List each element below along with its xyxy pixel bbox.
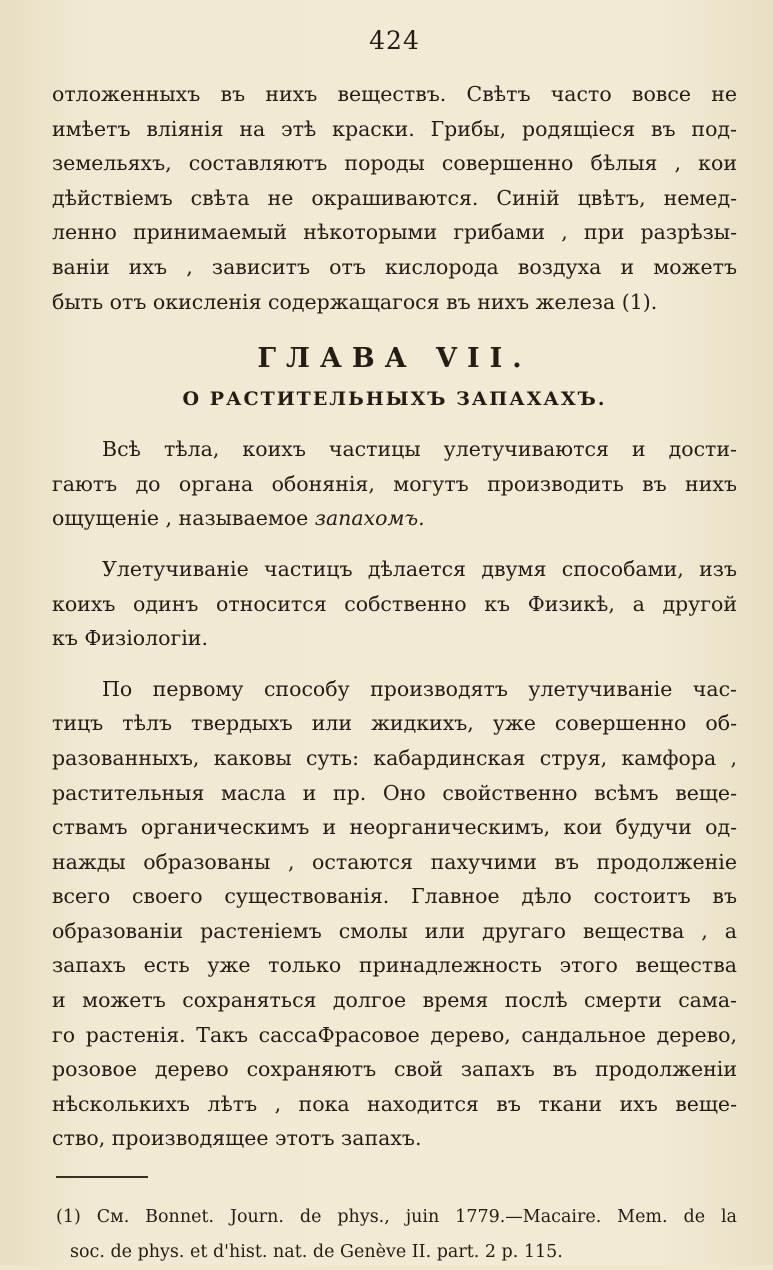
text-line: дѣйствіемъ свѣта не окрашиваются. Синій цвѣтъ, немед- <box>52 185 737 210</box>
text-line: и можетъ сохраняться долгое время послѣ смерти сама- <box>52 988 737 1013</box>
text-line: растительныя масла и пр. Оно свойственно всѣмъ веще- <box>52 780 737 805</box>
text-line: нѣсколькихъ лѣтъ , пока находится въ ткани ихъ веще- <box>52 1091 737 1116</box>
text-line: запахъ есть уже только принадлежность этого вещества <box>52 953 737 978</box>
text-line: имѣетъ вліянія на этѣ краски. Грибы, родящіеся въ под- <box>52 116 737 141</box>
text-line: ствамъ органическимъ и неорганическимъ, кои будучи од- <box>52 815 737 840</box>
text-line: коихъ одинъ относится собственно къ Физикѣ, а другой <box>52 591 737 616</box>
text-line: ленно принимаемый нѣкоторыми грибами , при разрѣзы- <box>52 220 737 245</box>
footnote-line: soc. de phys. et d'hist. nat. de Genève II. part. 2 p. 115. <box>70 1242 563 1263</box>
text-line: разованныхъ, каковы суть: кабардинская струя, камфора , <box>52 745 737 770</box>
chapter-heading: ГЛАВА VII. <box>257 343 532 375</box>
footnote-divider <box>56 1176 148 1178</box>
paragraph-1 <box>52 432 737 536</box>
text-line: ваніи ихъ , зависитъ отъ кислорода воздуха и можетъ <box>52 254 737 279</box>
text-line: го растенія. Такъ сассаФрасовое дерево, сандальное дерево, <box>52 1022 737 1047</box>
page-number: 424 <box>369 26 420 55</box>
text-line: ство, производящее этотъ запахъ. <box>52 1126 422 1151</box>
text-line: образованіи растеніемъ смолы или другаго вещества , а <box>52 918 737 943</box>
text-line: всего своего существованія. Главное дѣло состоитъ въ <box>52 884 737 909</box>
intro-paragraph <box>52 77 737 319</box>
text-line: къ Физіологіи. <box>52 626 208 651</box>
text-line: быть отъ окисленія содержащагося въ нихъ железа (1). <box>52 289 658 314</box>
text-line: Улетучиваніе частицъ дѣлается двумя способами, изъ <box>102 556 737 581</box>
text-line: По первому способу производятъ улетучиваніе час- <box>102 676 737 701</box>
text-line: земельяхъ, составляютъ породы совершенно бѣлыя , кои <box>52 151 737 176</box>
text-line: отложенныхъ въ нихъ веществъ. Свѣтъ часто вовсе не <box>52 82 737 106</box>
paragraph-2 <box>52 552 737 656</box>
footnote-line: (1) См. Bonnet. Journ. de phys., juin 1779.—Macaire. Mem. de la <box>56 1207 737 1228</box>
text-line <box>52 501 737 536</box>
emphasized-term: запахомъ. <box>314 506 425 531</box>
text-line: гаютъ до органа обонянія, могутъ производить въ нихъ <box>52 471 737 496</box>
footnote <box>52 1200 737 1270</box>
section-heading: О РАСТИТЕЛЬНЫХЪ ЗАПАХАХЪ. <box>182 388 607 411</box>
text-line: тицъ тѣлъ твердыхъ или жидкихъ, уже совершенно об- <box>52 711 737 736</box>
text-line: Всѣ тѣла, коихъ частицы улетучиваются и дости- <box>102 437 737 462</box>
paragraph-3 <box>52 672 737 1156</box>
text-line: нажды образованы , остаются пахучими въ продолженіе <box>52 849 737 874</box>
text-span: ощущеніе , называемое <box>52 506 315 531</box>
text-line: розовое дерево сохраняютъ свой запахъ въ продолженіи <box>52 1057 737 1082</box>
